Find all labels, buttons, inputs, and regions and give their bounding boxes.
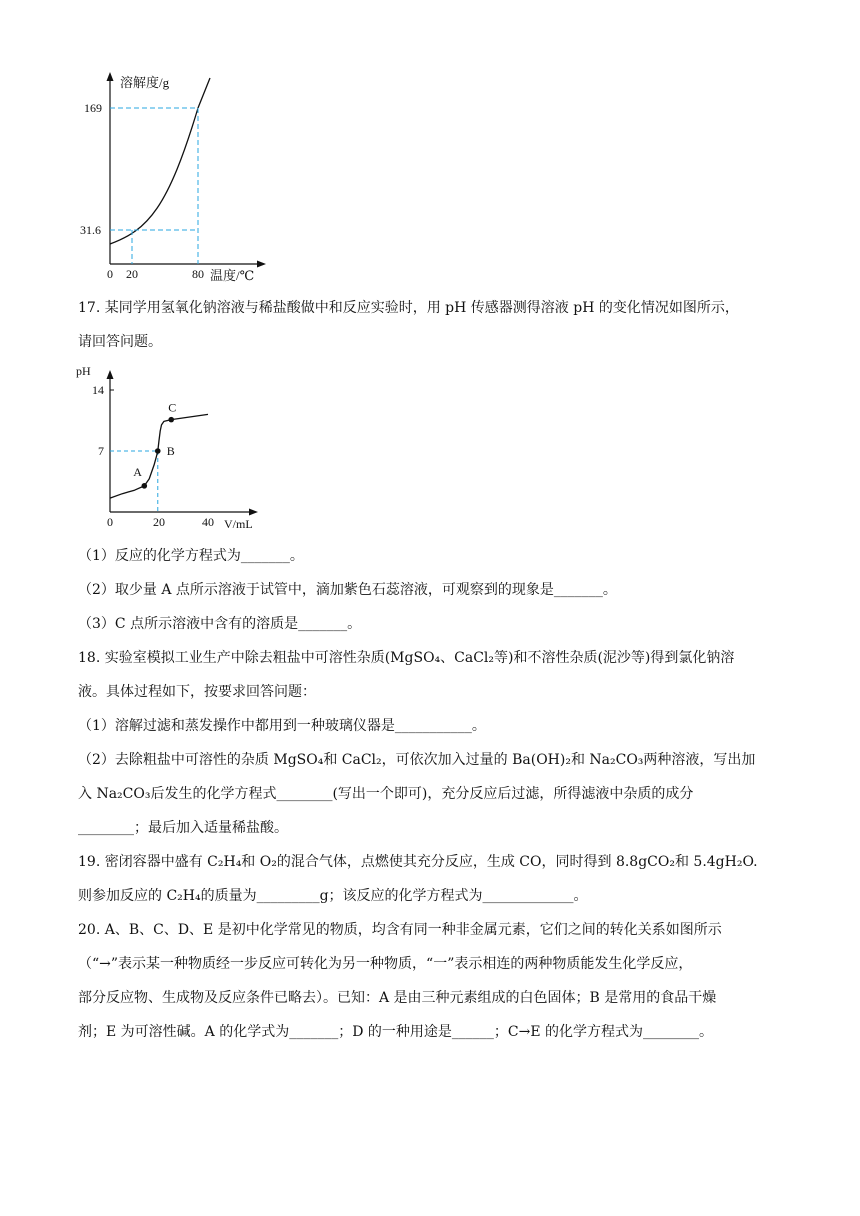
- x-tick-80: 80: [192, 267, 204, 281]
- ph-point-label-c: C: [168, 400, 177, 415]
- ph-point-label-a: A: [133, 464, 142, 479]
- q20-line-3: 部分反应物、生成物及反应条件已略去）。已知：A 是由三种元素组成的白色固体；B 是常用的食品干燥: [78, 990, 717, 1006]
- q17-sub-2: （2）取少量 A 点所示溶液于试管中，滴加紫色石蕊溶液，可观察到的现象是_______。: [78, 582, 617, 598]
- ph-x-label: V/mL: [224, 517, 253, 531]
- ph-point-b: [155, 448, 161, 454]
- q19-line-1: 19. 密闭容器中盛有 C₂H₄和 O₂的混合气体，点燃使其充分反应，生成 CO，同时得到 8.8gCO₂和 5.4gH₂O.: [78, 854, 758, 870]
- q20-line-4: 剂；E 为可溶性碱。A 的化学式为_______；D 的一种用途是______；C→E 的化学方程式为________。: [78, 1024, 714, 1040]
- q17-line-1: 17. 某同学用氢氧化钠溶液与稀盐酸做中和反应实验时，用 pH 传感器测得溶液 pH 的变化情况如图所示，: [78, 300, 739, 316]
- q19-line-2: 则参加反应的 C₂H₄的质量为_________g；该反应的化学方程式为_____________。: [78, 888, 588, 904]
- ph-x-tick-label-2: 40: [202, 515, 214, 529]
- x-tick-20: 20: [126, 267, 138, 281]
- y-axis-arrow: [107, 72, 114, 81]
- q18-sub-2-line-1: （2）去除粗盐中可溶性的杂质 MgSO₄和 CaCl₂，可依次加入过量的 Ba(OH)₂和 Na₂CO₃两种溶液，写出加: [78, 752, 756, 768]
- q18-sub-1: （1）溶解过滤和蒸发操作中都用到一种玻璃仪器是___________。: [78, 718, 486, 734]
- solubility-curve: [110, 78, 210, 244]
- y-axis-label: 溶解度/g: [120, 75, 170, 90]
- x-axis-label: 温度/℃: [210, 268, 255, 283]
- q18-line-2: 液。具体过程如下，按要求回答问题：: [78, 684, 316, 700]
- ph-x-tick-label-0: 0: [107, 515, 113, 529]
- q17-sub-3: （3）C 点所示溶液中含有的溶质是_______。: [78, 616, 362, 632]
- q17-sub-1: （1）反应的化学方程式为_______。: [78, 548, 304, 564]
- ph-y-label: pH: [76, 364, 91, 378]
- q20-line-1: 20. A、B、C、D、E 是初中化学常见的物质，均含有同一种非金属元素，它们之间的转化关系如图所示: [78, 922, 722, 938]
- ph-x-tick-label-1: 20: [153, 515, 165, 529]
- y-tick-169: 169: [84, 101, 102, 115]
- q18-sub-2-line-2: 入 Na₂CO₃后发生的化学方程式________(写出一个即可)，充分反应后过滤，所得滤液中杂质的成分: [78, 786, 694, 802]
- ph-x-axis-arrow: [249, 509, 258, 516]
- ph-chart: [74, 362, 294, 534]
- ph-y-tick-label-1: 14: [92, 383, 104, 397]
- solubility-graph: [78, 68, 278, 286]
- q20-line-2: （“→”表示某一种物质经一步反应可转化为另一种物质，“一”表示相连的两种物质能发生化学反应，: [78, 956, 693, 972]
- y-tick-31-6: 31.6: [80, 223, 101, 237]
- ph-y-tick-label-0: 7: [98, 444, 104, 458]
- ph-point-a: [142, 483, 148, 489]
- ph-point-label-b: B: [166, 444, 175, 458]
- x-axis-arrow: [257, 261, 266, 268]
- ph-y-axis-arrow: [107, 370, 114, 379]
- x-tick-0: 0: [107, 267, 113, 281]
- q18-line-1: 18. 实验室模拟工业生产中除去粗盐中可溶性杂质(MgSO₄、CaCl₂等)和不溶性杂质(泥沙等)得到氯化钠溶: [78, 650, 735, 666]
- q18-sub-2-line-3: ________；最后加入适量稀盐酸。: [78, 820, 288, 836]
- ph-curve: [110, 414, 208, 498]
- q17-line-2: 请回答问题。: [78, 334, 162, 350]
- ph-point-c: [168, 417, 174, 423]
